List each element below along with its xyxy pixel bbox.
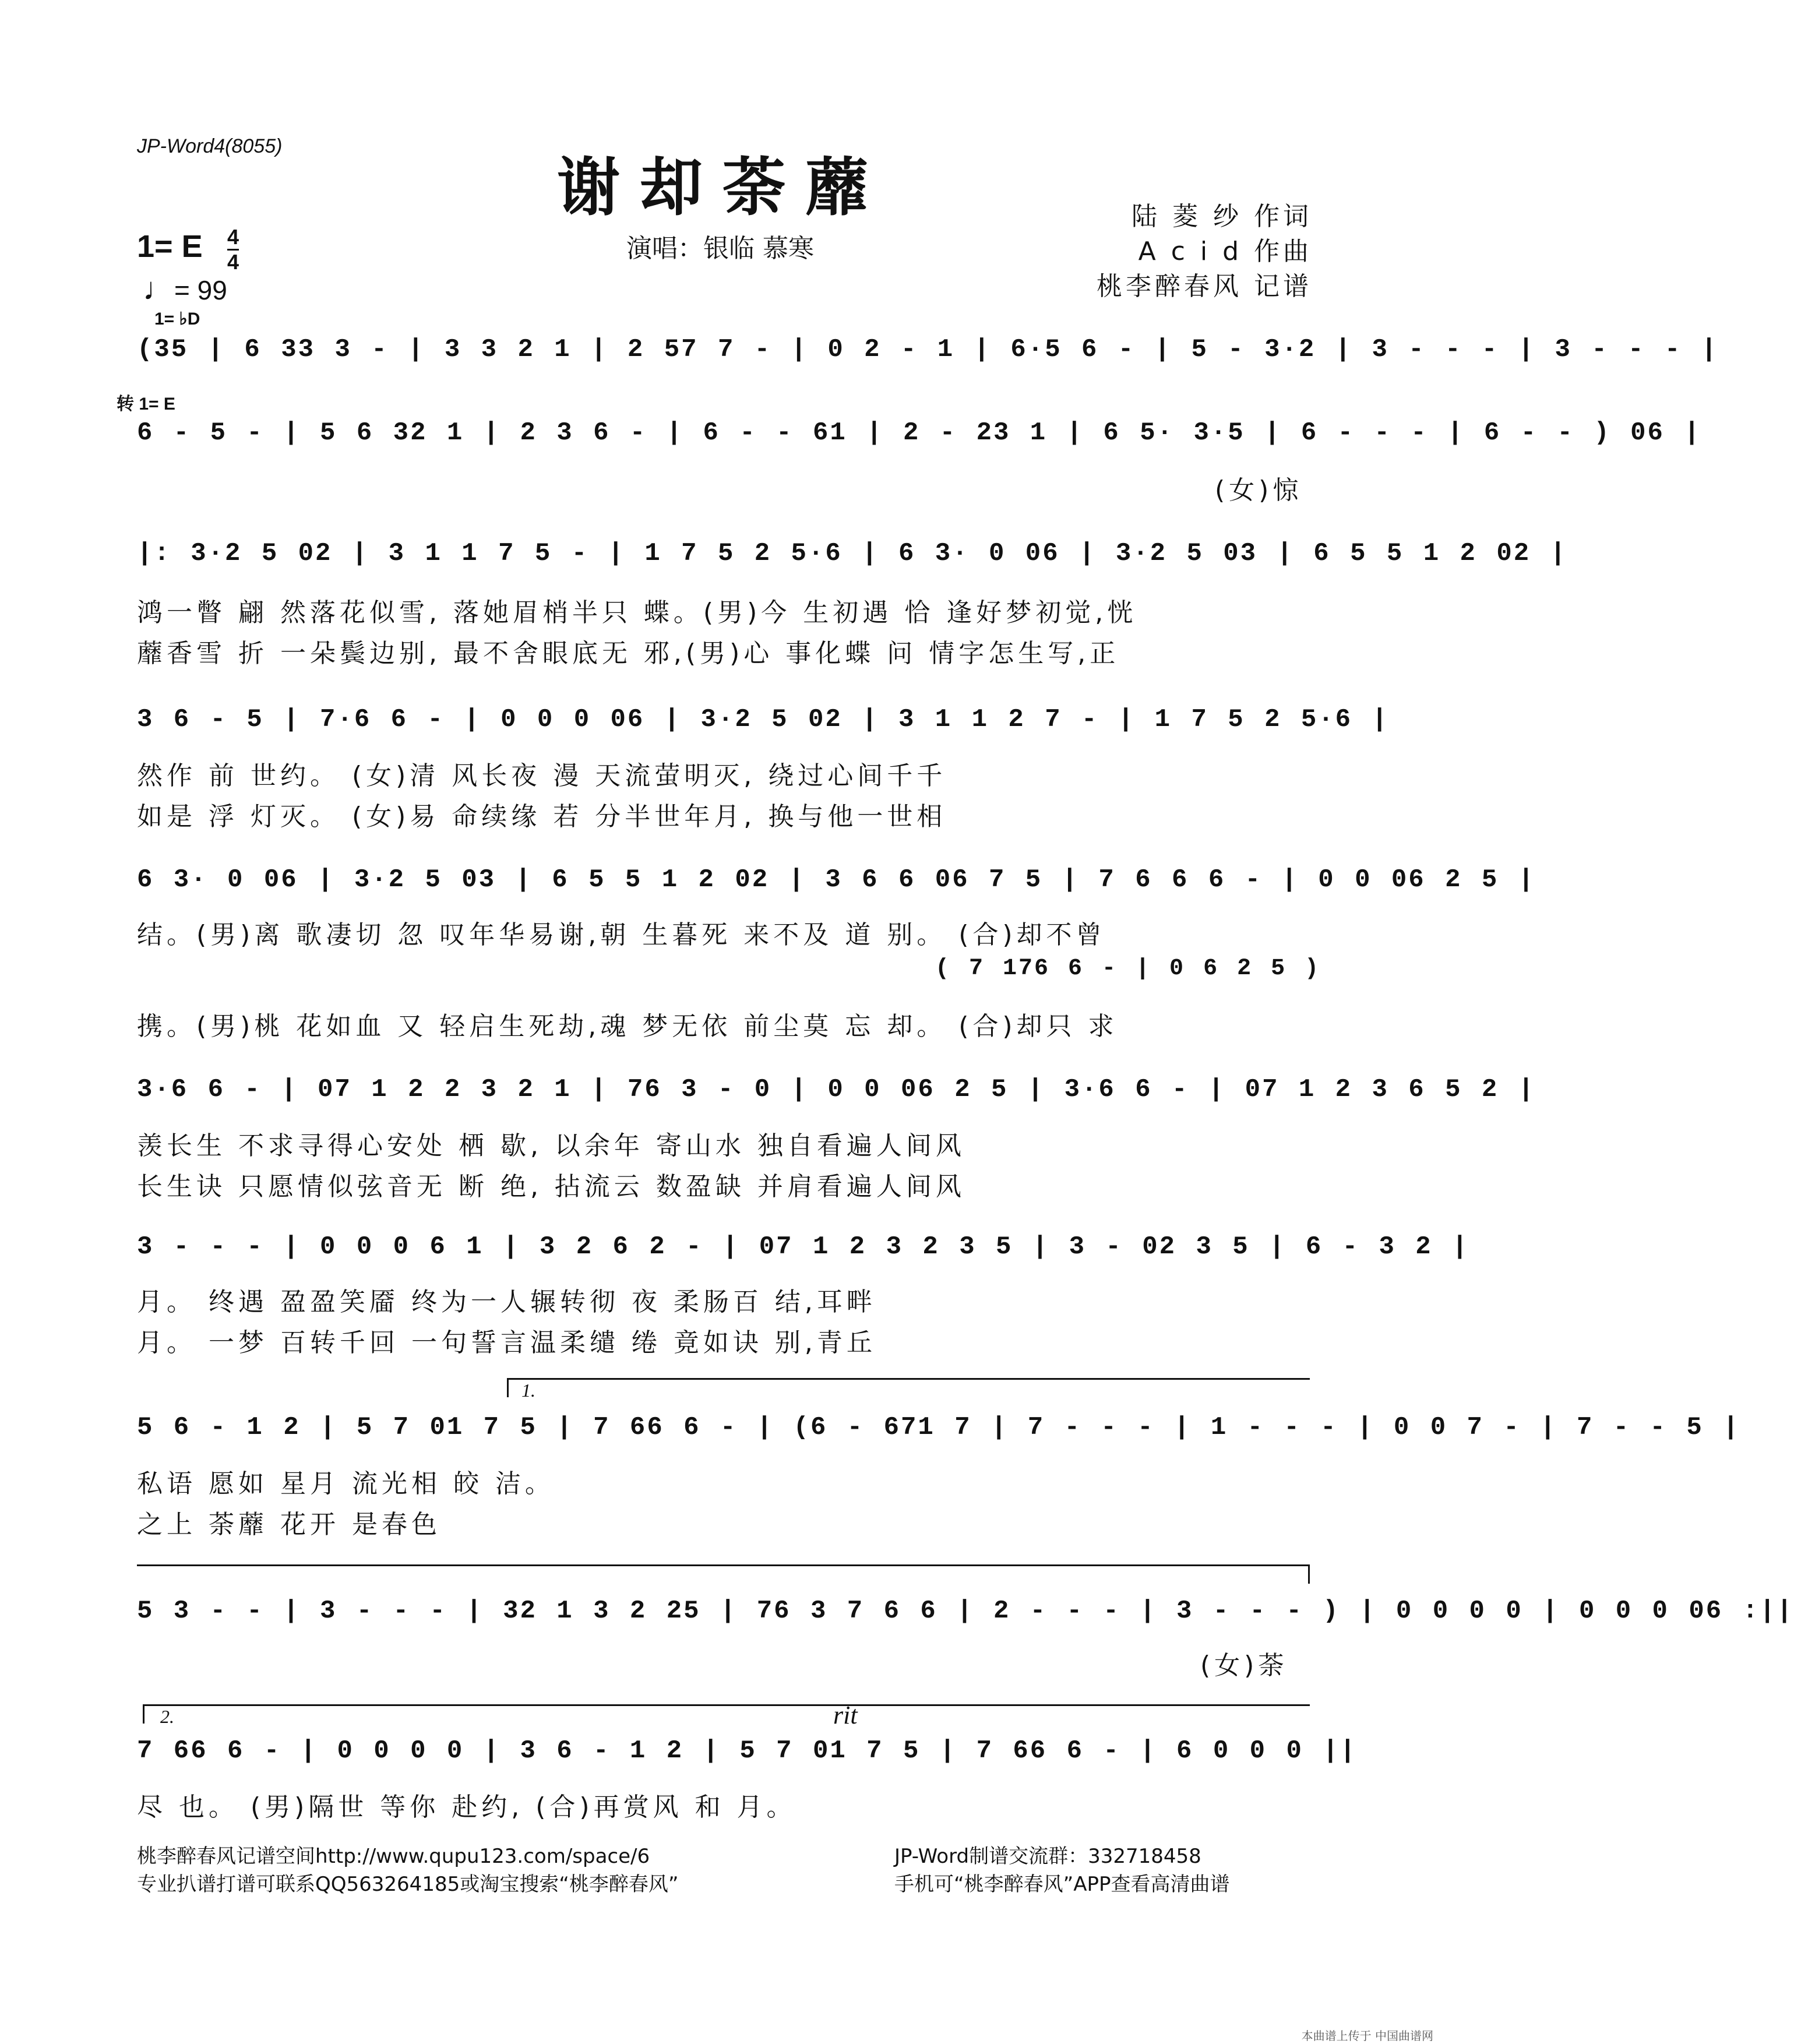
notation-line: 6 3· 0 06 | 3·2 5 03 | 6 5 5 1 2 02 | 3 6 6 06 7 5 | 7 6 6 6 - | 0 0 06 2 5 | <box>137 865 1536 894</box>
lyric-line: 之上 荼蘼 花开 是春色 <box>137 1510 441 1539</box>
lyric-line: 长生诀 只愿情似弦音无 断 绝, 拈流云 数盈缺 并肩看遍人间风 <box>137 1172 965 1201</box>
quarter-note-icon: ♩ <box>143 272 174 306</box>
lyric-line: 然作 前 世约。 (女)清 风长夜 漫 天流萤明灭, 绕过心间千千 <box>137 761 947 791</box>
lyric-line: 羡长生 不求寻得心安处 栖 歇, 以余年 寄山水 独自看遍人间风 <box>137 1131 965 1161</box>
software-label: JP-Word4(8055) <box>137 135 283 157</box>
notation-line: 5 3 - - | 3 - - - | 32 1 3 2 25 | 76 3 7 6 6 | 2 - - - | 3 - - - ) | 0 0 0 0 | 0 0 0 06 :|| <box>137 1597 1794 1626</box>
lyric-line: 结。(男)离 歌凄切 忽 叹年华易谢,朝 生暮死 来不及 道 别。 (合)却不曾 <box>137 920 1106 950</box>
footer-contact: 专业扒谱打谱可联系QQ563264185或淘宝搜索“桃李醉春风” <box>137 1873 679 1896</box>
ritardando-marking: rit <box>833 1701 858 1729</box>
lyric-line: 如是 浮 灯灭。 (女)易 命续缘 若 分半世年月, 换与他一世相 <box>137 802 947 831</box>
key-change-intro: 1= ♭D <box>154 309 200 329</box>
transcriber-credit: 桃李醉春风 记谱 <box>1097 272 1312 301</box>
key-change-modulation: 转 1= E <box>117 394 175 414</box>
first-ending-label: 1. <box>521 1380 535 1401</box>
notation-line: 3 6 - 5 | 7·6 6 - | 0 0 0 06 | 3·2 5 02 | 3 1 1 2 7 - | 1 7 5 2 5·6 | <box>137 705 1389 734</box>
composer-credit: A c i d 作曲 <box>1138 237 1312 266</box>
lyric-line: 蘼香雪 折 一朵鬓边别, 最不舍眼底无 邪,(男)心 事化蝶 问 情字怎生写,正 <box>137 639 1120 668</box>
key-signature: 1= E <box>137 229 203 264</box>
lyric-line: 私语 愿如 星月 流光相 皎 洁。 <box>137 1469 555 1499</box>
notation-line: 3 - - - | 0 0 0 6 1 | 3 2 6 2 - | 07 1 2 3 2 3 5 | 3 - 02 3 5 | 6 - 3 2 | <box>137 1232 1469 1261</box>
ossia-notation: ( 7 176 6 - | 0 6 2 5 ) <box>935 956 1321 982</box>
footer-website: 桃李醉春风记谱空间http://www.qupu123.com/space/6 <box>137 1845 650 1868</box>
notation-line: 3·6 6 - | 07 1 2 2 3 2 1 | 76 3 - 0 | 0 0 06 2 5 | 3·6 6 - | 07 1 2 3 6 5 2 | <box>137 1075 1536 1104</box>
song-title: 谢却荼蘼 <box>556 151 888 224</box>
lyric-line: 月。 一梦 百转千回 一句誓言温柔缱 绻 竟如诀 别,青丘 <box>137 1328 876 1358</box>
notation-line: 6 - 5 - | 5 6 32 1 | 2 3 6 - | 6 - - 61 | 2 - 23 1 | 6 5· 3·5 | 6 - - - | 6 - - ) 06 | <box>137 418 1701 447</box>
lyricist-credit: 陆 菱 纱 作词 <box>1132 202 1312 231</box>
lyric-line: 月。 终遇 盈盈笑靥 终为一人辗转彻 夜 柔肠百 结,耳畔 <box>137 1287 876 1317</box>
time-bottom: 4 <box>227 250 239 274</box>
tempo-value: = 99 <box>174 275 227 305</box>
notation-line: 5 6 - 1 2 | 5 7 01 7 5 | 7 66 6 - | (6 - 671 7 | 7 - - - | 1 - - - | 0 0 7 - | 7 - - 5 | <box>137 1413 1740 1442</box>
lyric-line: 携。(男)桃 花如血 又 轻启生死劫,魂 梦无依 前尘莫 忘 却。 (合)却只 求 <box>137 1012 1118 1041</box>
time-top: 4 <box>227 225 239 249</box>
tempo-marking <box>143 271 227 307</box>
lyric-line: (女)惊 <box>1215 475 1303 505</box>
footer-app: 手机可“桃李醉春风”APP查看高清曲谱 <box>894 1873 1230 1896</box>
notation-line: (35 | 6 33 3 - | 3 3 2 1 | 2 57 7 - | 0 2 - 1 | 6·5 6 - | 5 - 3·2 | 3 - - - | 3 - - - | <box>137 335 1719 364</box>
singers-credit: 演唱：银临 慕寒 <box>626 234 814 263</box>
notation-line: 7 66 6 - | 0 0 0 0 | 3 6 - 1 2 | 5 7 01 7 5 | 7 66 6 - | 6 0 0 0 || <box>137 1736 1358 1765</box>
lyric-line: 尽 也。 (男)隔世 等你 赴约, (合)再赏风 和 月。 <box>137 1792 796 1822</box>
notation-line: |: 3·2 5 02 | 3 1 1 7 5 - | 1 7 5 2 5·6 | 6 3· 0 06 | 3·2 5 03 | 6 5 5 1 2 02 | <box>137 539 1567 568</box>
footer-group: JP-Word制谱交流群：332718458 <box>894 1845 1201 1868</box>
second-ending-label: 2. <box>160 1706 174 1727</box>
time-signature <box>227 226 239 273</box>
lyric-line: 鸿一瞥 翩 然落花似雪, 落她眉梢半只 蝶。(男)今 生初遇 恰 逢好梦初觉,恍 <box>137 598 1137 628</box>
upload-watermark: 本曲谱上传于 中国曲谱网 <box>1301 2029 1433 2043</box>
lyric-line: (女)荼 <box>1200 1651 1288 1680</box>
